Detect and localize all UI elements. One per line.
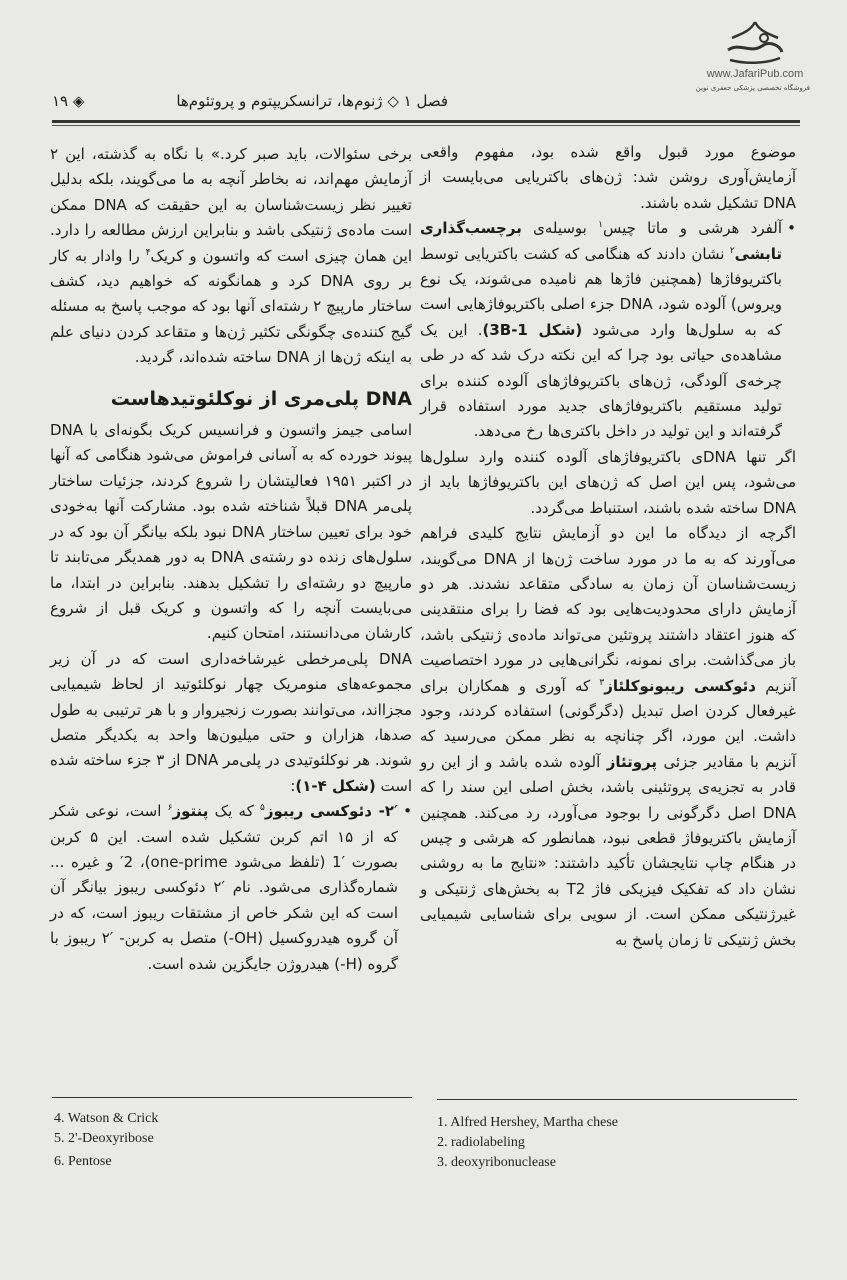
bold-term: پروتئاز — [606, 752, 658, 771]
footnote-rule-left — [52, 1097, 412, 1098]
chapter-title: فصل ۱ ◇ ژنوم‌ها، ترانسکریپتوم و پروتئوم‌ها — [176, 92, 448, 110]
paragraph — [420, 140, 796, 216]
bold-term: دئوکسی ریبونوکلئاز — [604, 676, 756, 695]
footnote-ref: ۴ — [145, 247, 151, 258]
footnotes-left — [54, 1109, 158, 1172]
footnote: 5. 2'-Deoxyribose — [54, 1131, 154, 1146]
publisher-shop-name: فروشگاه تخصصی پزشکی جعفری نوین — [695, 84, 810, 92]
right-column — [420, 140, 796, 953]
text-run: که یک — [208, 802, 261, 821]
text-run: نشان دادند که هنگامی که کشت باکتریایی توسط باکتریوفاژها (همچنین فاژها هم نامیده می‌شوند، یک نوع ویروس) آلوده شود، DNA جزء اصلی باکتریوفاژهایی است که به سلول‌ها وارد می‌شود — [420, 244, 782, 339]
bold-term: پنتوز — [172, 802, 209, 821]
left-column — [50, 142, 412, 977]
footnote-ref: ۵ — [260, 803, 265, 814]
footnote: 4. Watson & Crick — [54, 1111, 159, 1126]
publisher-url: www.JafariPub.com — [706, 68, 804, 80]
footnotes-right — [437, 1113, 618, 1173]
page-number: ◈ ۱۹ — [52, 92, 85, 110]
text-run: اگرچه از دیدگاه ما این دو آزمایش نتایج کلیدی فراهم می‌آورند که به ما در مورد ساخت ژن‌ها از DNA می‌گویند، زیست‌شناسان آن زمان به سادگی متقاعد نشدند. هر دو آزمایش دارای محدودیت‌هایی بود که فضا را برای منتقدینی که هنوز اعتقاد داشتند پروتئین می‌تواند ماده‌ی ژنتیکی باشد، باز می‌گذاشت. برای نمونه، نگرانی‌هایی در مورد اختصاصیت آنزیم — [420, 524, 797, 695]
text-run: برخی سئوالات، باید صبر کرد.» با نگاه به گذشته، این ۲ آزمایش مهم‌اند، نه بخاطر آنچه به ما می‌گویند، بلکه بدلیل تغییر نظر زیست‌شناسان به این حقیقت که DNA ممکن است ماده‌ی ژنتیکی باشد و بنابراین ارزش مطالعه را دارد. این همان چیزی است که واتسون و کریک — [50, 145, 412, 265]
footnote: 2. radiolabeling — [437, 1135, 525, 1150]
bold-term: برچسب‌گذاری تابشی — [420, 219, 782, 263]
text-run: است، نوعی شکر که از ۱۵ اتم کربن تشکیل شده است. این ۵ کربن بصورت ′1 (تلفظ می‌شود one-prime)، ′2 و غیره ... شماره‌گذاری می‌شود. نام ′۲ دئوکسی ریبوز بیانگر آن است که این شکر خاص از مشتقات ریبوز است، که در آن گروه هیدروکسیل (OH-) متصل به کربن- ′۲ ریبوز با گروه (H-) هیدروژن جایگزین شده است. — [50, 802, 399, 973]
footnote-ref: ۳ — [599, 677, 605, 688]
text-run: . این یک مشاهده‌ی حیاتی بود چرا که این نکته درک شد که در طی چرخه‌ی آلودگی، ژن‌های باکتریوفاژهای آلوده کننده برای تولید مستقیم باکتریوفاژهای جدید مورد استفاده قرار گرفته‌اند و این تولید در داخل باکتری‌ها رخ می‌دهد. — [420, 320, 782, 441]
text-run: بوسیله‌ی — [521, 219, 599, 238]
footnote-ref: ۶ — [167, 803, 173, 814]
publisher-logo — [695, 20, 810, 92]
text-run: آلوده شده باشد و از این رو قادر به تجزیه‌ی پروتئینی باشد، بخش اصلی این سند را که DNA اصل دگرگونی را بوجود می‌آورد، رد می‌کند. همچنین آزمایش باکتریوفاژ قطعی نبود، همانطور که هرشی و چیس در هنگام چاپ نتایجشان تأکید داشتند: «نتایج ما به روشنی نشان داد که تفکیک فیزیکی فاژ T2 به بخش‌های ژنتیکی و غیرژنتیکی ممکن است. از سویی برای شناسایی شیمیایی بخش ژنتیکی تا زمان پاسخ به — [420, 752, 796, 949]
header-rule-thin — [52, 125, 800, 126]
paragraph — [420, 445, 796, 521]
running-header — [40, 92, 820, 114]
bold-term: ۲′- دئوکسی ریبوز — [264, 802, 398, 821]
footnote: 1. Alfred Hershey, Martha chese — [437, 1115, 619, 1130]
bullet-paragraph — [420, 216, 796, 445]
text-run: موضوع مورد قبول واقع شده بود، مفهوم واقعی آزمایش‌آوری روشن شد: ژن‌های باکتریایی می‌بایست از DNA تشکیل شده باشند. — [420, 143, 796, 212]
text-run: DNA پلی‌مری از نوکلئوتیدهاست — [110, 387, 412, 410]
bullet-paragraph — [50, 799, 412, 977]
publisher-logo-mark — [720, 20, 790, 66]
footnote-ref: ۱ — [598, 220, 603, 231]
text-run: اگر تنها DNAی باکتریوفاژهای آلوده کننده وارد سلول‌ها می‌شود، پس این اصل که ژن‌های این باکتریوفاژها باید از DNA ساخته شده باشند، استنباط می‌گردد. — [420, 447, 796, 517]
paragraph — [50, 647, 412, 799]
paragraph — [50, 142, 412, 371]
text-run: اسامی جیمز واتسون و فرانسیس کریک بگونه‌ای با DNA پیوند خورده که به آسانی فراموش می‌شود هنگامی که آنها در اکتبر ۱۹۵۱ فعالیتشان را شروع کردند، جزئیات ساختار پلی‌مر DNA قبلاً شناخته شده بود. مشارکت آنها به‌خودی خود برای تعیین ساختار DNA نبود بلکه بیانگر آن بود که در سلول‌های زنده دو رشته‌ی DNA به دور همدیگر می‌تابند تا مارپیچ دو رشته‌ای را تشکیل بدهند. بنابراین در ابتدا، ما می‌بایست آنچه را که واتسون و کریک قبل از شروع کارشان می‌دانستند، امتحان کنیم. — [50, 421, 412, 643]
bold-term: (شکل 3B-1) — [482, 320, 583, 339]
footnote-rule-right — [437, 1099, 797, 1100]
footnote: 6. Pentose — [54, 1154, 112, 1169]
bold-term: (شکل ۴-۱) — [295, 776, 376, 795]
footnote: 3. deoxyribonuclease — [437, 1155, 556, 1170]
header-rule — [52, 120, 800, 123]
text-run: را وادار به کار بر روی DNA کرد و همانگونه که خواهیم دید، کشف ساختار مارپیچ ۲ رشته‌ای آنها بود که موجب پاسخ به مسئله گیج کننده‌ی چگونگی تکثیر ژن‌ها و متقاعد کردن دنیای علم به اینکه ژن‌ها از DNA ساخته شده‌اند، گردید. — [50, 246, 412, 367]
paragraph — [50, 418, 412, 647]
paragraph — [420, 521, 796, 953]
section-heading — [50, 387, 412, 412]
text-run: آلفرد هرشی و ماتا چیس — [602, 219, 782, 238]
text-run: که آوری و همکاران برای غیرفعال کردن اصل تبدیل (دگرگونی) استفاده کردند، وجود داشت. این مورد، اگر چنانچه به نظر ممکن می‌رسید که آنزیم با مقادیر جزئی — [420, 676, 796, 771]
text-run: DNA پلی‌مرخطی غیرشاخه‌داری است که در آن زیر مجموعه‌های منومریک چهار نوکلئوتید از لحاظ شیمیایی مجزااند، می‌توانند بصورت زنجیروار و با هر ترتیبی به طول صدها، هزاران و حتی میلیون‌ها واحد به یکدیگر متصل شوند. هر نوکلئوتیدی در پلی‌مر DNA از ۳ جزء ساخته شده است — [50, 649, 412, 795]
footnote-ref: ۲ — [729, 245, 735, 256]
text-run: : — [290, 776, 296, 795]
